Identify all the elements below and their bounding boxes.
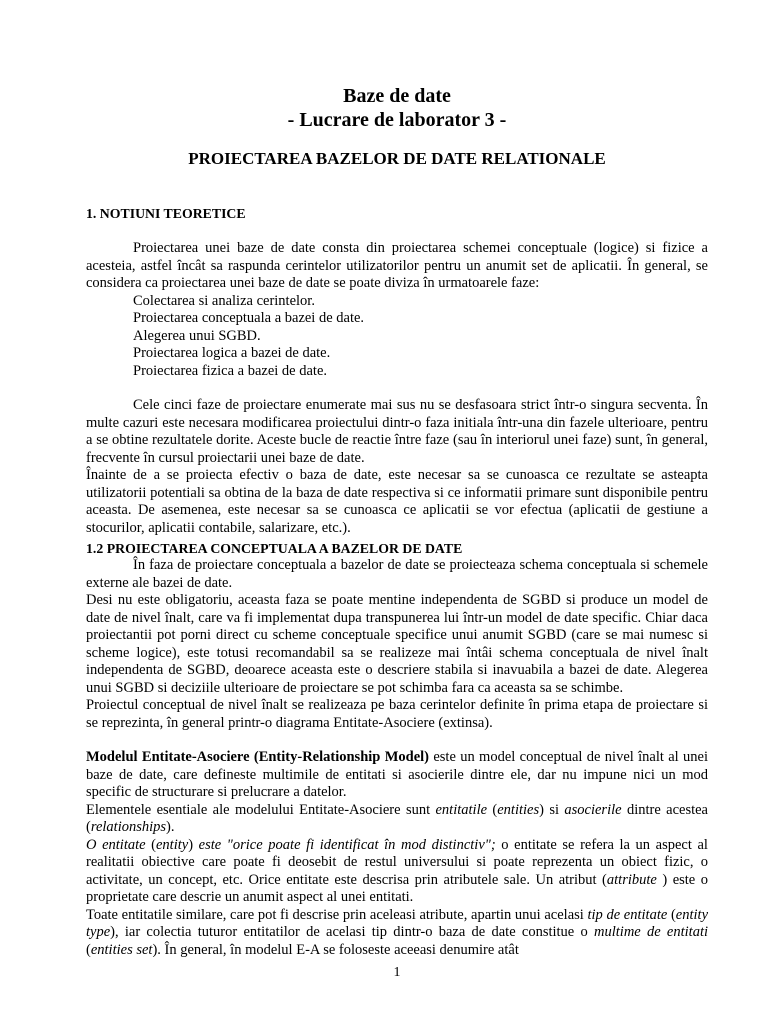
paragraph-elements: Elementele esentiale ale modelului Entitate-Asociere sunt entitatile (entities) si asocierile dintre acestea (relationships).	[86, 801, 708, 835]
paragraph: Proiectul conceptual de nivel înalt se realizeaza pe baza cerintelor definite în prima etapa de proiectare si se reprezinta, în general printr-o diagrama Entitate-Asociere (extinsa).	[86, 697, 708, 731]
paragraph: Desi nu este obligatoriu, aceasta faza se poate mentine independenta de SGBD si produce un model de date de nivel înalt, care va fi implementat dupa transpunerea lui într-un model de date specific. Chiar daca proiectantii pot porni direct cu scheme conceptuale specifice unui anumit SGBD (care se mai numesc si scheme logice), este totusi recomandabil sa se realizeze mai întâi schema conceptuala de nivel înalt independenta de SGBD, deoarece aceasta este o descriere stabila si inavuabila a bazei de date. Alegerea unui SGBD si deciziile ulterioare de proiectare se pot schimba fara ca aceasta sa se schimbe.	[86, 592, 708, 696]
paragraph: În faza de proiectare conceptuala a bazelor de date se proiecteaza schema conceptuala si schemele externe ale bazei de date.	[86, 557, 708, 591]
section-heading-1: 1. NOTIUNI TEORETICE	[86, 206, 246, 221]
er-model-term: Modelul Entitate-Asociere (Entity-Relationship Model)	[86, 749, 429, 765]
paragraph: Înainte de a se proiecta efectiv o baza de date, este necesar sa se cunoasca ce rezultate se asteapta utilizatorii potentiali sa obtina de la baza de date respectiva si ce informatii primare sunt disponibile pentru aceasta. De asemenea, este necesar sa se cunoasca ce aplicatii se vor efectua (aplicatii de gestiune a stocurilor, aplicatii contabile, salarizare, etc.).	[86, 467, 708, 536]
page-number: 1	[393, 965, 401, 980]
paragraph: Cele cinci faze de proiectare enumerate mai sus nu se desfasoara strict într-o singura secventa. În multe cazuri este necesara modificarea proiectului dintr-o faza initiala într-una din fazele ulterioare, pentru a se obtine rezultatele dorite. Aceste bucle de reactie între faze (sau în interiorul unei faze) sunt, în general, frecvente în cursul proiectarii unei baze de date.	[86, 397, 708, 466]
document-title: Baze de date	[343, 85, 451, 107]
list-item: Proiectarea fizica a bazei de date.	[133, 362, 328, 379]
document-subtitle-lab: - Lucrare de laborator 3 -	[287, 109, 507, 131]
paragraph-entity: O entitate (entity) este "orice poate fi identificat în mod distinctiv"; o entitate se refera la un aspect al realitatii obiective care poate fi deosebit de restul universului si poate reprezenta un obiect fizic, o activitate, un concept, etc. Orice entitate este descrisa prin atributele sale. Un atribut (attribute ) este o proprietate care descrie un anumit aspect al unei entitati.	[86, 836, 708, 905]
section-heading-2: 1.2 PROIECTAREA CONCEPTUALA A BAZELOR DE DATE	[86, 541, 463, 556]
section-2-body	[86, 557, 708, 959]
list-item: Colectarea si analiza cerintelor.	[133, 292, 315, 309]
phase-list	[133, 293, 708, 381]
section-1-body	[86, 240, 708, 537]
chapter-title: PROIECTAREA BAZELOR DE DATE RELATIONALE	[188, 149, 606, 168]
paragraph-er-model: Modelul Entitate-Asociere (Entity-Relationship Model) este un model conceptual de nivel înalt al unei baze de date, care defineste multimile de entitati si asocierile dintre ele, dar nu impune nici un mod specific de structurare si prelucrare a datelor.	[86, 749, 709, 800]
paragraph: Proiectarea unei baze de date consta din proiectarea schemei conceptuale (logice) si fizice a acesteia, astfel încât sa raspunda cerintelor utilizatorilor pentru un anumit set de aplicatii. În general, se considera ca proiectarea unei baze de date se poate diviza în urmatoarele faze:	[86, 240, 708, 291]
list-item: Alegerea unui SGBD.	[133, 327, 261, 344]
paragraph-entity-type: Toate entitatile similare, care pot fi descrise prin aceleasi atribute, apartin unui acelasi tip de entitate (entity type), iar colectia tuturor entitatilor de acelasi tip dintr-o baza de date constitue o multime de entitati (entities set). În general, în modelul E-A se foloseste aceeasi denumire atât	[86, 906, 709, 958]
list-item: Proiectarea conceptuala a bazei de date.	[133, 310, 365, 326]
list-item: Proiectarea logica a bazei de date.	[133, 345, 331, 361]
